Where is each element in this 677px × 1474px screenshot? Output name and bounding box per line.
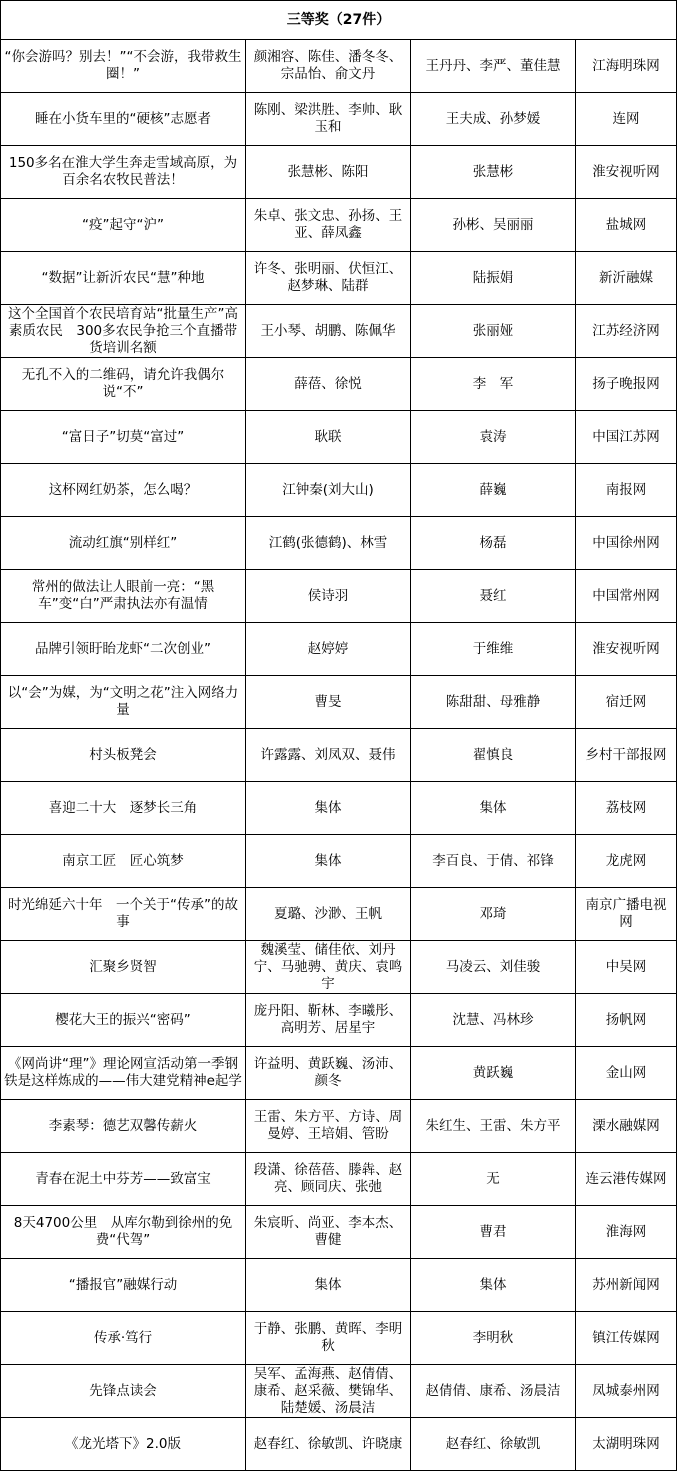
outlet-cell: 溧水融媒网	[576, 1100, 677, 1153]
table-row	[1, 994, 677, 1047]
outlet-cell: 扬帆网	[576, 994, 677, 1047]
table-row	[1, 358, 677, 411]
work-title-cell: 时光绵延六十年 一个关于“传承”的故事	[1, 888, 246, 941]
table-row	[1, 1418, 677, 1471]
work-title-cell: 睡在小货车里的“硬核”志愿者	[1, 93, 246, 146]
work-title-cell: 这杯网红奶茶，怎么喝？	[1, 464, 246, 517]
outlet-cell: 金山网	[576, 1047, 677, 1100]
table-row	[1, 146, 677, 199]
work-title-cell: 青春在泥土中芬芳——致富宝	[1, 1153, 246, 1206]
authors-cell: 颜湘容、陈佳、潘冬冬、宗品怡、俞文丹	[246, 40, 411, 93]
authors-cell: 王雷、朱方平、方诗、周曼婷、王培娟、管盼	[246, 1100, 411, 1153]
editors-cell: 曹君	[411, 1206, 576, 1259]
table-row	[1, 835, 677, 888]
outlet-cell: 淮安视听网	[576, 623, 677, 676]
editors-cell: 集体	[411, 1259, 576, 1312]
work-title-cell: 李素琴：德艺双馨传薪火	[1, 1100, 246, 1153]
authors-cell: 吴军、孟海燕、赵倩倩、康希、赵采薇、樊锦华、陆楚媛、汤晨洁	[246, 1365, 411, 1418]
table-row	[1, 199, 677, 252]
table-row	[1, 782, 677, 835]
authors-cell: 于静、张鹏、黄晖、李明秋	[246, 1312, 411, 1365]
authors-cell: 张慧彬、陈阳	[246, 146, 411, 199]
outlet-cell: 中国徐州网	[576, 517, 677, 570]
work-title-cell: 8天4700公里 从库尔勒到徐州的免费“代驾”	[1, 1206, 246, 1259]
outlet-cell: 南报网	[576, 464, 677, 517]
table-row	[1, 1312, 677, 1365]
editors-cell: 赵春红、徐敏凯	[411, 1418, 576, 1471]
work-title-cell: “数据”让新沂农民“慧”种地	[1, 252, 246, 305]
authors-cell: 耿联	[246, 411, 411, 464]
outlet-cell: 连云港传媒网	[576, 1153, 677, 1206]
work-title-cell: 常州的做法让人眼前一亮：“黑车”变“白”严肃执法亦有温情	[1, 570, 246, 623]
outlet-cell: 南京广播电视网	[576, 888, 677, 941]
editors-cell: 李明秋	[411, 1312, 576, 1365]
work-title-cell: 以“会”为媒，为“文明之花”注入网络力量	[1, 676, 246, 729]
authors-cell: 赵春红、徐敏凯、许晓康	[246, 1418, 411, 1471]
table-row	[1, 941, 677, 994]
outlet-cell: 中吴网	[576, 941, 677, 994]
outlet-cell: 扬子晚报网	[576, 358, 677, 411]
outlet-cell: 凤城泰州网	[576, 1365, 677, 1418]
work-title-cell: “富日子”切莫“富过”	[1, 411, 246, 464]
outlet-cell: 淮海网	[576, 1206, 677, 1259]
work-title-cell: “你会游吗？别去！”“不会游，我带救生圈！”	[1, 40, 246, 93]
work-title-cell: 《网尚讲“理”》理论网宣活动第一季钢铁是这样炼成的——伟大建党精神e起学	[1, 1047, 246, 1100]
authors-cell: 江鹤(张德鹤)、林雪	[246, 517, 411, 570]
work-title-cell: 喜迎二十大 逐梦长三角	[1, 782, 246, 835]
editors-cell: 张慧彬	[411, 146, 576, 199]
table-row	[1, 252, 677, 305]
table-row	[1, 517, 677, 570]
outlet-cell: 龙虎网	[576, 835, 677, 888]
authors-cell: 集体	[246, 782, 411, 835]
outlet-cell: 中国常州网	[576, 570, 677, 623]
editors-cell: 陈甜甜、母雅静	[411, 676, 576, 729]
editors-cell: 于维维	[411, 623, 576, 676]
work-title-cell: 这个全国首个农民培育站“批量生产”高素质农民 300多农民争抢三个直播带货培训名额	[1, 305, 246, 358]
editors-cell: 无	[411, 1153, 576, 1206]
authors-cell: 夏璐、沙渺、王帆	[246, 888, 411, 941]
work-title-cell: 先锋点读会	[1, 1365, 246, 1418]
table-row	[1, 1259, 677, 1312]
authors-cell: 集体	[246, 1259, 411, 1312]
authors-cell: 许冬、张明丽、伏恒江、赵梦琳、陆群	[246, 252, 411, 305]
table-row	[1, 1206, 677, 1259]
table-row	[1, 93, 677, 146]
authors-cell: 许益明、黄跃巍、汤沛、颜冬	[246, 1047, 411, 1100]
authors-cell: 庞丹阳、靳林、李曦彤、高明芳、居星宇	[246, 994, 411, 1047]
awards-table-body	[1, 1, 677, 1471]
editors-cell: 马凌云、刘佳骏	[411, 941, 576, 994]
work-title-cell: 村头板凳会	[1, 729, 246, 782]
outlet-cell: 盐城网	[576, 199, 677, 252]
table-row	[1, 1365, 677, 1418]
work-title-cell: “播报官”融媒行动	[1, 1259, 246, 1312]
table-row	[1, 570, 677, 623]
table-row	[1, 305, 677, 358]
editors-cell: 王丹丹、李严、董佳慧	[411, 40, 576, 93]
authors-cell: 陈刚、梁洪胜、李帅、耿玉和	[246, 93, 411, 146]
work-title-cell: 流动红旗“别样红”	[1, 517, 246, 570]
outlet-cell: 苏州新闻网	[576, 1259, 677, 1312]
work-title-cell: 150多名在淮大学生奔走雪域高原，为百余名农牧民普法！	[1, 146, 246, 199]
authors-cell: 朱宸昕、尚亚、李本杰、曹健	[246, 1206, 411, 1259]
editors-cell: 李百良、于倩、祁锋	[411, 835, 576, 888]
outlet-cell: 连网	[576, 93, 677, 146]
table-row	[1, 676, 677, 729]
work-title-cell: 品牌引领盱眙龙虾“二次创业”	[1, 623, 246, 676]
editors-cell: 集体	[411, 782, 576, 835]
authors-cell: 集体	[246, 835, 411, 888]
outlet-cell: 江海明珠网	[576, 40, 677, 93]
authors-cell: 朱卓、张文忠、孙扬、王亚、薛凤鑫	[246, 199, 411, 252]
work-title-cell: 樱花大王的振兴“密码”	[1, 994, 246, 1047]
outlet-cell: 乡村干部报网	[576, 729, 677, 782]
outlet-cell: 新沂融媒	[576, 252, 677, 305]
work-title-cell: 传承·笃行	[1, 1312, 246, 1365]
authors-cell: 许露露、刘凤双、聂伟	[246, 729, 411, 782]
table-heading: 三等奖（27件）	[1, 1, 677, 40]
editors-cell: 黄跃巍	[411, 1047, 576, 1100]
table-row	[1, 1100, 677, 1153]
outlet-cell: 中国江苏网	[576, 411, 677, 464]
editors-cell: 聂红	[411, 570, 576, 623]
table-row	[1, 888, 677, 941]
editors-cell: 袁涛	[411, 411, 576, 464]
table-row	[1, 623, 677, 676]
table-row	[1, 464, 677, 517]
editors-cell: 薛巍	[411, 464, 576, 517]
authors-cell: 段潇、徐蓓蓓、滕犇、赵亮、顾同庆、张弛	[246, 1153, 411, 1206]
outlet-cell: 宿迁网	[576, 676, 677, 729]
work-title-cell: 无孔不入的二维码，请允许我偶尔说“不”	[1, 358, 246, 411]
table-row	[1, 40, 677, 93]
outlet-cell: 淮安视听网	[576, 146, 677, 199]
work-title-cell: “疫”起守“沪”	[1, 199, 246, 252]
table-heading-row	[1, 1, 677, 40]
editors-cell: 翟慎良	[411, 729, 576, 782]
authors-cell: 赵婷婷	[246, 623, 411, 676]
editors-cell: 陆振娟	[411, 252, 576, 305]
editors-cell: 赵倩倩、康希、汤晨洁	[411, 1365, 576, 1418]
editors-cell: 孙彬、吴丽丽	[411, 199, 576, 252]
authors-cell: 曹旻	[246, 676, 411, 729]
editors-cell: 张丽娅	[411, 305, 576, 358]
editors-cell: 邓琦	[411, 888, 576, 941]
work-title-cell: 《龙光塔下》2.0版	[1, 1418, 246, 1471]
authors-cell: 魏溪莹、储佳依、刘丹宁、马驰骋、黄庆、袁鸣宇	[246, 941, 411, 994]
authors-cell: 侯诗羽	[246, 570, 411, 623]
editors-cell: 沈慧、冯林珍	[411, 994, 576, 1047]
editors-cell: 王夫成、孙梦媛	[411, 93, 576, 146]
work-title-cell: 南京工匠 匠心筑梦	[1, 835, 246, 888]
outlet-cell: 太湖明珠网	[576, 1418, 677, 1471]
authors-cell: 薛蓓、徐悦	[246, 358, 411, 411]
table-row	[1, 729, 677, 782]
table-row	[1, 411, 677, 464]
editors-cell: 朱红生、王雷、朱方平	[411, 1100, 576, 1153]
work-title-cell: 汇聚乡贤智	[1, 941, 246, 994]
table-row	[1, 1047, 677, 1100]
table-row	[1, 1153, 677, 1206]
outlet-cell: 江苏经济网	[576, 305, 677, 358]
editors-cell: 李 军	[411, 358, 576, 411]
outlet-cell: 镇江传媒网	[576, 1312, 677, 1365]
editors-cell: 杨磊	[411, 517, 576, 570]
authors-cell: 王小琴、胡鹏、陈佩华	[246, 305, 411, 358]
authors-cell: 江钟秦(刘大山)	[246, 464, 411, 517]
outlet-cell: 荔枝网	[576, 782, 677, 835]
